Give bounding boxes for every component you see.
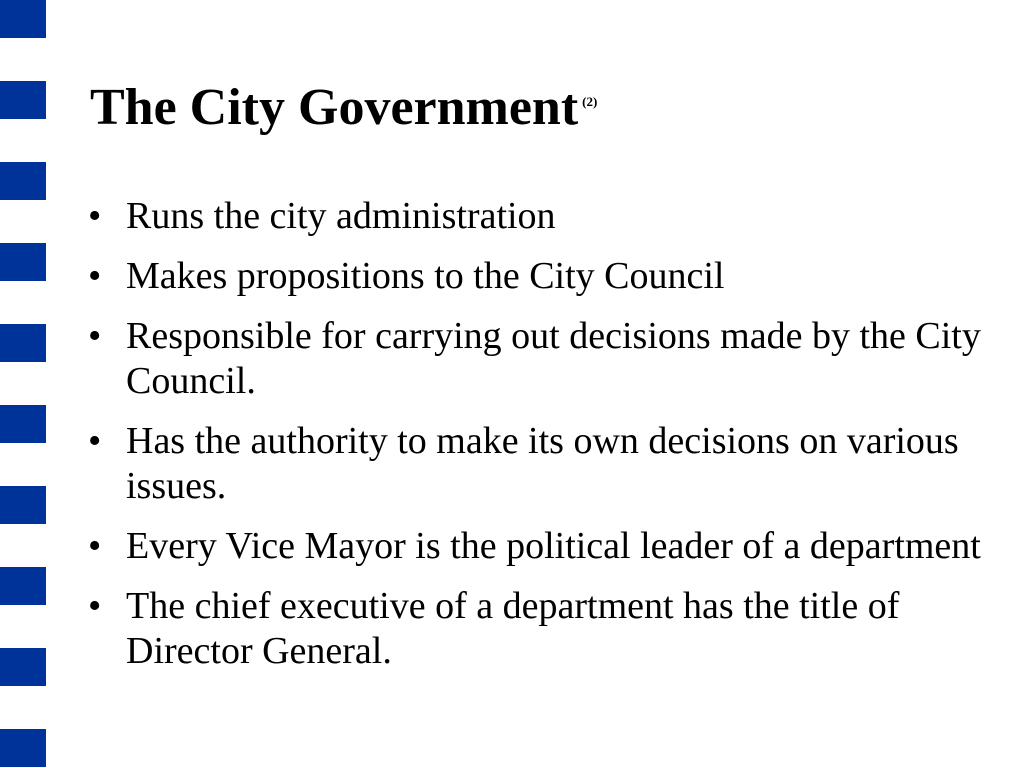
stripe-block	[0, 648, 46, 686]
bullet-dot-icon: •	[88, 525, 102, 567]
bullet-dot-icon: •	[88, 195, 102, 237]
slide-title-suffix: (2)	[582, 94, 598, 109]
bullet-list	[88, 194, 1010, 689]
bullet-text: Responsible for carrying out decisions made by the City Council.	[126, 315, 981, 402]
bullet-item	[88, 314, 1010, 404]
slide-title-text: The City Government	[90, 79, 579, 136]
side-stripe-decoration	[0, 0, 48, 768]
stripe-block	[0, 0, 46, 38]
bullet-text: Makes propositions to the City Council	[126, 255, 725, 297]
bullet-dot-icon: •	[88, 255, 102, 297]
bullet-item	[88, 584, 1010, 674]
stripe-block	[0, 486, 46, 524]
bullet-dot-icon: •	[88, 420, 102, 462]
stripe-block	[0, 567, 46, 605]
slide-title	[90, 72, 597, 138]
stripe-block	[0, 729, 46, 767]
bullet-item	[88, 194, 1010, 239]
bullet-item	[88, 254, 1010, 299]
bullet-item	[88, 419, 1010, 509]
stripe-block	[0, 81, 46, 119]
bullet-dot-icon: •	[88, 585, 102, 627]
bullet-item	[88, 524, 1010, 569]
bullet-text: Runs the city administration	[126, 195, 556, 237]
bullet-text: Has the authority to make its own decisions on various issues.	[126, 420, 959, 507]
stripe-block	[0, 405, 46, 443]
bullet-dot-icon: •	[88, 315, 102, 357]
stripe-block	[0, 243, 46, 281]
bullet-text: Every Vice Mayor is the political leader of a department	[126, 525, 981, 567]
stripe-block	[0, 162, 46, 200]
bullet-text: The chief executive of a department has the title of Director General.	[126, 585, 900, 672]
stripe-block	[0, 324, 46, 362]
